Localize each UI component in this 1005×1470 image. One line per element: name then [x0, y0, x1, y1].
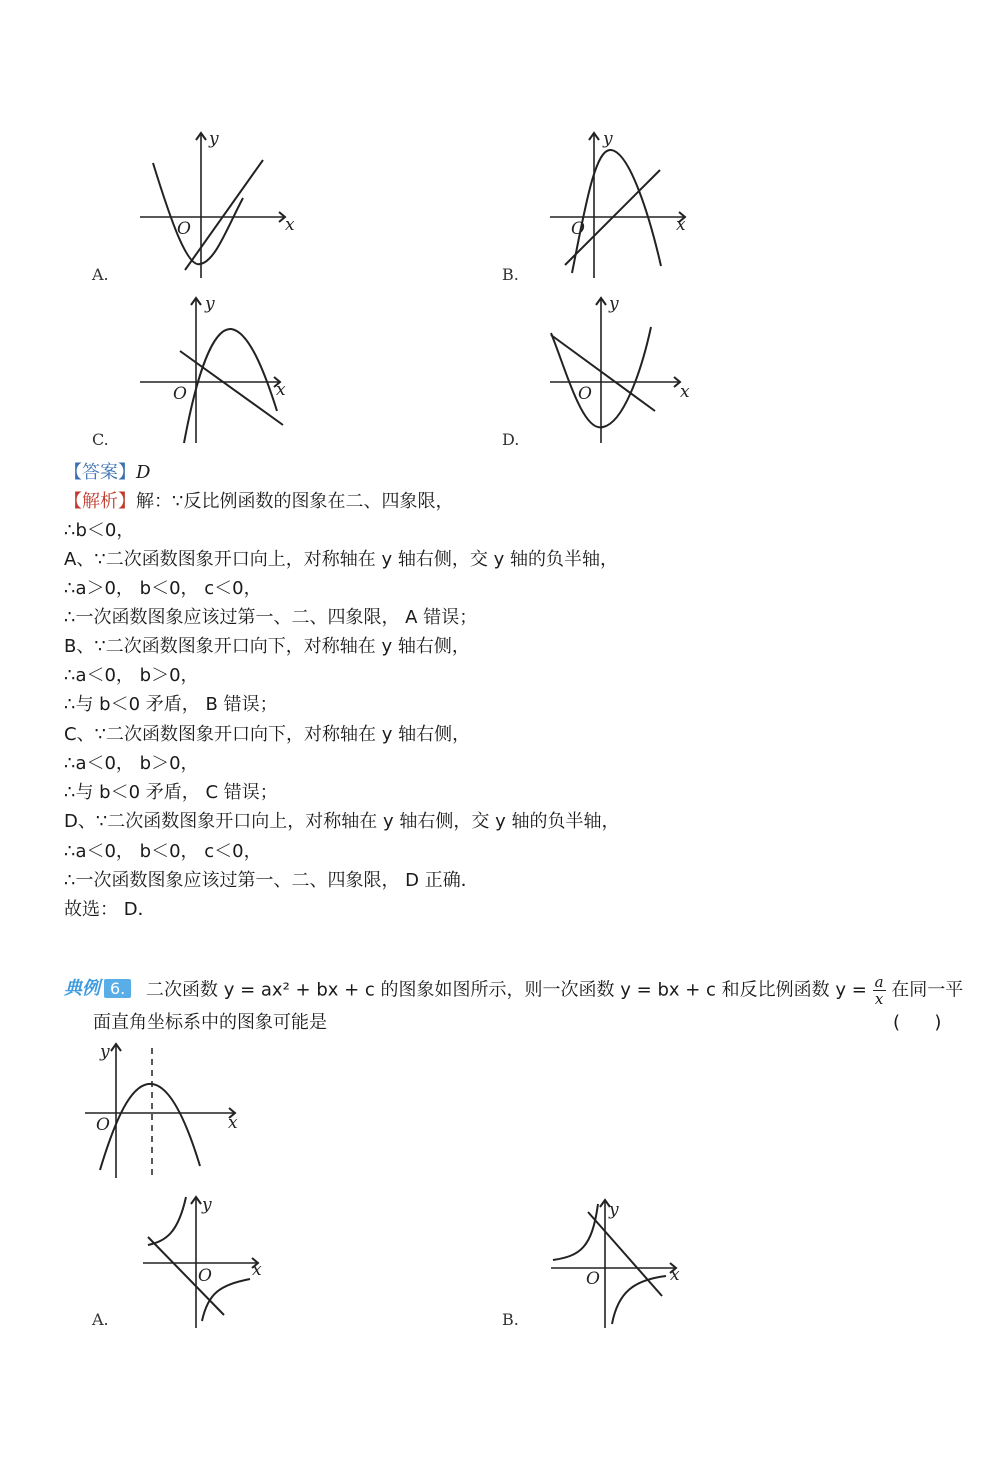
svg-text:x: x [676, 215, 686, 235]
svg-text:y: y [609, 294, 619, 314]
svg-text:x: x [670, 1265, 680, 1285]
analysis-line-6: ∴a＜0， b＞0， [64, 665, 199, 686]
graph-option-a [135, 128, 295, 278]
example-badge-number: 6. [104, 979, 131, 998]
svg-text:y: y [202, 1195, 212, 1215]
graph-option-b [545, 128, 705, 278]
example-option-label-a: A. [92, 1310, 109, 1329]
svg-text:y: y [100, 1042, 110, 1062]
answer-tag: 【答案】 [64, 462, 136, 483]
graph-option-d [545, 293, 705, 443]
answer-line [64, 462, 150, 484]
fraction-numerator: a [874, 973, 884, 991]
analysis-line-1: ∴b＜0， [64, 520, 135, 541]
analysis-line-12: ∴a＜0， b＜0， c＜0， [64, 841, 262, 862]
graph-given-quadratic [82, 1040, 242, 1180]
svg-text:x: x [285, 215, 295, 235]
analysis-text: 解：∵反比例函数的图象在二、四象限， [136, 491, 454, 512]
svg-text:x: x [680, 382, 690, 402]
svg-text:y: y [209, 129, 219, 149]
example-badge-title: 典例 [64, 978, 100, 999]
example-badge [64, 974, 131, 998]
analysis-line-9: ∴a＜0， b＞0， [64, 753, 199, 774]
analysis-line-14: 故选： D． [64, 899, 156, 920]
analysis-line-3: ∴a＞0， b＜0， c＜0， [64, 578, 262, 599]
svg-text:O: O [173, 384, 187, 404]
fraction-denominator: x [874, 990, 884, 1008]
example-option-label-b: B. [502, 1310, 519, 1329]
question-part2: 在同一平 [891, 979, 964, 1001]
graph-example-option-a [140, 1193, 270, 1328]
analysis-line-0 [64, 491, 453, 513]
graph-example-option-b [548, 1196, 688, 1328]
svg-text:O: O [198, 1266, 212, 1286]
option-label-a: A. [92, 265, 109, 284]
answer-bracket: ( ) [893, 1012, 942, 1033]
analysis-line-2: A、∵二次函数图象开口向上，对称轴在 y 轴右侧，交 y 轴的负半轴， [64, 549, 618, 570]
question-part1: 二次函数 y = ax² + bx + c 的图象如图所示，则一次函数 y = bx + c 和反比例函数 y = [146, 979, 867, 1001]
svg-text:O: O [177, 219, 191, 239]
analysis-line-7: ∴与 b＜0 矛盾， B 错误； [64, 694, 278, 715]
svg-text:O: O [586, 1269, 600, 1289]
option-label-c: C. [92, 430, 109, 449]
analysis-line-5: B、∵二次函数图象开口向下，对称轴在 y 轴右侧， [64, 636, 470, 657]
answer-value: D [136, 462, 151, 483]
svg-text:x: x [252, 1260, 262, 1280]
fraction-a-over-x [873, 974, 886, 1007]
option-label-b: B. [502, 265, 519, 284]
graph-option-c [135, 293, 295, 443]
svg-text:y: y [205, 294, 215, 314]
example-question-line2: 面直角坐标系中的图象可能是 [93, 1012, 327, 1033]
example-question-line1 [146, 974, 963, 1007]
svg-text:O: O [578, 384, 592, 404]
analysis-line-4: ∴一次函数图象应该过第一、二、四象限， A 错误； [64, 607, 478, 628]
analysis-line-8: C、∵二次函数图象开口向下，对称轴在 y 轴右侧， [64, 724, 471, 745]
analysis-line-10: ∴与 b＜0 矛盾， C 错误； [64, 782, 278, 803]
svg-text:x: x [228, 1113, 238, 1133]
svg-text:y: y [609, 1200, 619, 1220]
svg-text:x: x [276, 380, 286, 400]
analysis-line-13: ∴一次函数图象应该过第一、二、四象限， D 正确． [64, 870, 479, 891]
analysis-tag: 【解析】 [64, 491, 136, 512]
svg-text:y: y [603, 129, 613, 149]
svg-text:O: O [571, 219, 585, 239]
analysis-line-11: D、∵二次函数图象开口向上，对称轴在 y 轴右侧，交 y 轴的负半轴， [64, 811, 620, 832]
svg-text:O: O [96, 1115, 110, 1135]
option-label-d: D. [502, 430, 520, 449]
